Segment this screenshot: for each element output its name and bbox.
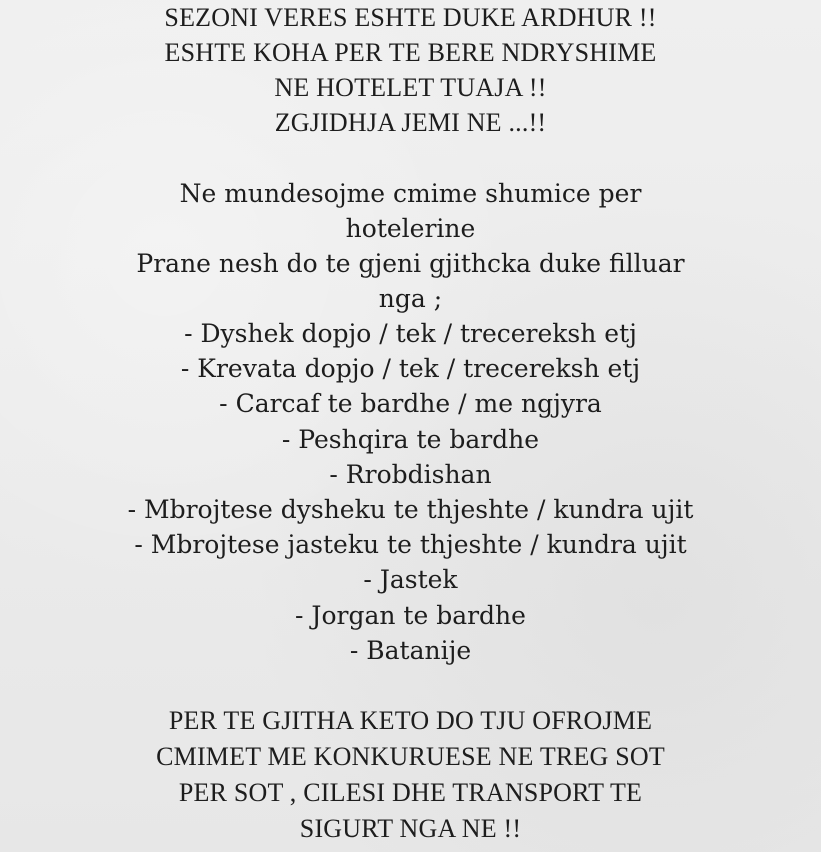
intro-line: Ne mundesojme cmime shumice per xyxy=(179,179,642,208)
footer-line: CMIMET ME KONKURUESE NE TREG SOT xyxy=(156,742,665,771)
header-block xyxy=(0,0,821,140)
product-list-item: - Peshqira te bardhe xyxy=(281,424,540,454)
footer-line: PER TE GJITHA KETO DO TJU OFROJME xyxy=(168,706,653,735)
footer-line: SIGURT NGA NE !! xyxy=(299,814,522,843)
product-list-item: - Jastek xyxy=(363,565,458,595)
header-line: ZGJIDHJA JEMI NE ...!! xyxy=(274,108,547,137)
product-list-item: - Rrobdishan xyxy=(329,459,492,489)
header-line: ESHTE KOHA PER TE BERE NDRYSHIME xyxy=(164,38,657,67)
intro-line: hotelerine xyxy=(345,214,476,243)
product-list-item: - Mbrojtese dysheku te thjeshte / kundra ujit xyxy=(127,495,694,525)
product-list xyxy=(0,316,821,668)
footer-line: PER SOT , CILESI DHE TRANSPORT TE xyxy=(178,778,643,807)
header-line: NE HOTELET TUAJA !! xyxy=(274,73,547,102)
intro-line: Prane nesh do te gjeni gjithcka duke filluar xyxy=(136,249,685,278)
header-line: SEZONI VERES ESHTE DUKE ARDHUR !! xyxy=(164,3,657,32)
product-list-item: - Jorgan te bardhe xyxy=(295,600,526,630)
product-list-item: - Batanije xyxy=(349,635,472,665)
product-list-item: - Mbrojtese jasteku te thjeshte / kundra ujit xyxy=(134,530,687,560)
product-list-item: - Carcaf te bardhe / me ngjyra xyxy=(219,389,602,419)
product-list-item: - Dyshek dopjo / tek / trecereksh etj xyxy=(184,319,637,348)
intro-line: nga ; xyxy=(378,284,443,313)
product-list-item: - Krevata dopjo / tek / trecereksh etj xyxy=(180,354,641,384)
footer-block xyxy=(0,703,821,847)
intro-paragraph xyxy=(0,176,821,316)
